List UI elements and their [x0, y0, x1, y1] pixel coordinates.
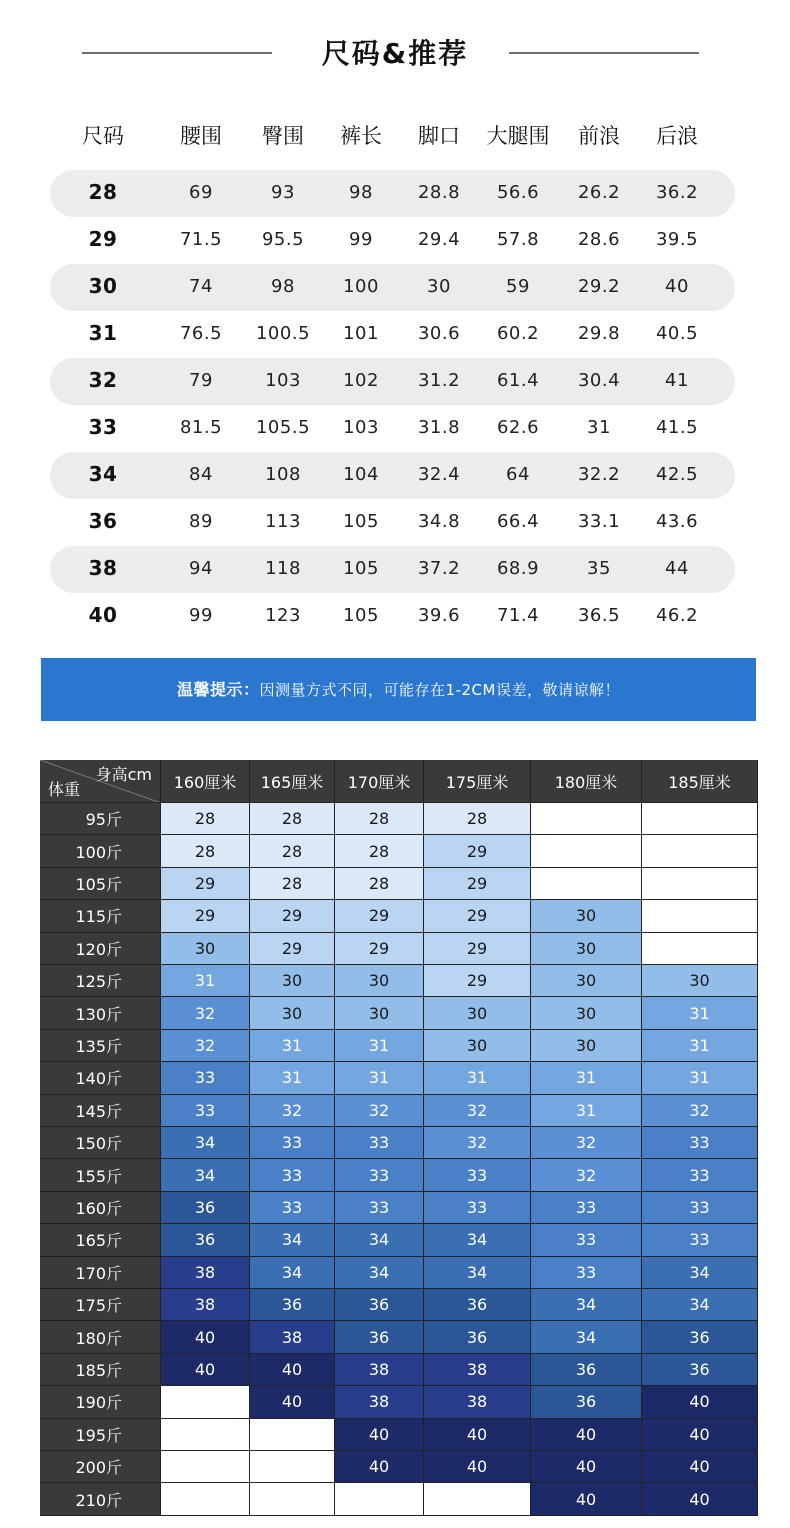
recommended-size-cell: 38 — [335, 1354, 424, 1386]
empty-cell — [424, 1483, 531, 1515]
size-chart-value-cell: 41 — [665, 370, 689, 391]
size-chart-header-cell: 臀围 — [262, 124, 304, 148]
empty-cell — [642, 933, 758, 965]
size-chart-size-cell: 36 — [88, 509, 118, 533]
recommended-size-cell: 36 — [424, 1321, 531, 1353]
recommended-size-cell: 30 — [250, 997, 335, 1029]
size-chart-header-cell: 后浪 — [656, 124, 698, 148]
recommended-size-cell: 33 — [531, 1257, 642, 1289]
size-chart-size-cell: 30 — [88, 274, 118, 298]
size-chart-value-cell: 61.4 — [496, 370, 540, 391]
recommended-size-cell: 34 — [161, 1127, 250, 1159]
recommended-size-cell: 30 — [531, 1030, 642, 1062]
recommended-size-cell: 29 — [335, 933, 424, 965]
empty-cell — [250, 1419, 335, 1451]
size-chart-value-cell: 40.5 — [655, 323, 699, 344]
weight-header-cell: 170斤 — [40, 1257, 161, 1289]
recommended-size-cell: 30 — [335, 997, 424, 1029]
recommended-size-cell: 31 — [161, 965, 250, 997]
weight-header-cell: 150斤 — [40, 1127, 161, 1159]
recommended-size-cell: 30 — [531, 933, 642, 965]
recommended-size-cell: 32 — [161, 997, 250, 1029]
recommended-size-cell: 30 — [335, 965, 424, 997]
size-chart-value-cell: 30 — [427, 276, 451, 297]
size-chart-value-cell: 105 — [343, 605, 379, 626]
recommended-size-cell: 29 — [424, 933, 531, 965]
weight-header-cell: 100斤 — [40, 835, 161, 867]
height-header-cell: 170厘米 — [335, 760, 424, 803]
recommended-size-cell: 36 — [642, 1321, 758, 1353]
page-title: 尺码&推荐 — [321, 37, 469, 70]
recommended-size-cell: 28 — [250, 868, 335, 900]
size-chart-value-cell: 113 — [265, 511, 301, 532]
size-chart-value-cell: 98 — [271, 276, 295, 297]
recommended-size-cell: 40 — [642, 1451, 758, 1483]
size-chart-value-cell: 68.9 — [496, 558, 540, 579]
recommended-size-cell: 38 — [250, 1321, 335, 1353]
size-chart-value-cell: 36.2 — [655, 182, 699, 203]
recommended-size-cell: 34 — [642, 1289, 758, 1321]
recommended-size-cell: 36 — [642, 1354, 758, 1386]
size-chart-value-cell: 95.5 — [261, 229, 305, 250]
recommended-size-cell: 36 — [335, 1321, 424, 1353]
size-chart-value-cell: 29.4 — [417, 229, 461, 250]
recommended-size-cell: 28 — [424, 803, 531, 835]
size-chart-value-cell: 28.6 — [577, 229, 621, 250]
table-corner-header — [40, 760, 161, 803]
size-chart-value-cell: 105 — [343, 558, 379, 579]
recommended-size-cell: 33 — [424, 1159, 531, 1191]
size-chart-size-cell: 32 — [88, 368, 118, 392]
recommended-size-cell: 40 — [531, 1451, 642, 1483]
size-chart-value-cell: 103 — [343, 417, 379, 438]
size-chart-value-cell: 71.5 — [179, 229, 223, 250]
recommended-size-cell: 40 — [642, 1483, 758, 1515]
recommended-size-cell: 40 — [335, 1419, 424, 1451]
recommended-size-cell: 33 — [250, 1127, 335, 1159]
empty-cell — [335, 1483, 424, 1515]
recommended-size-cell: 29 — [424, 835, 531, 867]
empty-cell — [531, 835, 642, 867]
recommended-size-cell: 33 — [642, 1224, 758, 1256]
size-chart-value-cell: 102 — [343, 370, 379, 391]
recommended-size-cell: 34 — [531, 1321, 642, 1353]
empty-cell — [250, 1483, 335, 1515]
recommended-size-cell: 40 — [424, 1451, 531, 1483]
tip-banner — [41, 658, 756, 721]
size-chart-size-cell: 40 — [88, 603, 118, 627]
recommended-size-cell: 33 — [250, 1192, 335, 1224]
size-chart-size-cell: 28 — [88, 180, 118, 204]
recommended-size-cell: 30 — [531, 965, 642, 997]
size-chart-value-cell: 100 — [343, 276, 379, 297]
size-chart-value-cell: 99 — [189, 605, 213, 626]
recommended-size-cell: 28 — [250, 803, 335, 835]
size-chart-header-cell: 腰围 — [180, 124, 222, 148]
empty-cell — [161, 1483, 250, 1515]
size-chart-value-cell: 74 — [189, 276, 213, 297]
weight-header-cell: 180斤 — [40, 1321, 161, 1353]
size-chart-value-cell: 105 — [343, 511, 379, 532]
weight-header-cell: 125斤 — [40, 965, 161, 997]
size-chart-value-cell: 30.4 — [577, 370, 621, 391]
weight-header-cell: 105斤 — [40, 868, 161, 900]
recommended-size-cell: 32 — [161, 1030, 250, 1062]
recommended-size-cell: 29 — [250, 900, 335, 932]
size-chart-value-cell: 101 — [343, 323, 379, 344]
empty-cell — [642, 835, 758, 867]
size-chart-value-cell: 42.5 — [655, 464, 699, 485]
size-chart-value-cell: 32.4 — [417, 464, 461, 485]
recommended-size-cell: 36 — [161, 1224, 250, 1256]
recommended-size-cell: 32 — [250, 1095, 335, 1127]
size-chart-row — [50, 452, 735, 499]
recommended-size-cell: 34 — [424, 1224, 531, 1256]
recommended-size-cell: 38 — [335, 1386, 424, 1418]
height-header-cell: 165厘米 — [250, 760, 335, 803]
size-chart-value-cell: 31 — [587, 417, 611, 438]
weight-header-cell: 155斤 — [40, 1159, 161, 1191]
recommended-size-cell: 28 — [335, 803, 424, 835]
empty-cell — [531, 868, 642, 900]
recommended-size-cell: 28 — [335, 835, 424, 867]
size-chart-value-cell: 64 — [506, 464, 530, 485]
weight-header-cell: 210斤 — [40, 1483, 161, 1515]
recommended-size-cell: 29 — [250, 933, 335, 965]
title-divider-right — [509, 52, 699, 54]
size-chart-header — [50, 110, 735, 158]
weight-header-cell: 200斤 — [40, 1451, 161, 1483]
recommended-size-cell: 32 — [642, 1095, 758, 1127]
recommended-size-cell: 28 — [161, 803, 250, 835]
recommended-size-cell: 28 — [161, 835, 250, 867]
recommended-size-cell: 33 — [642, 1127, 758, 1159]
weight-header-cell: 165斤 — [40, 1224, 161, 1256]
recommended-size-cell: 33 — [424, 1192, 531, 1224]
recommended-size-cell: 30 — [161, 933, 250, 965]
recommended-size-cell: 33 — [161, 1062, 250, 1094]
size-chart-value-cell: 30.6 — [417, 323, 461, 344]
size-chart-row — [50, 170, 735, 217]
size-chart-header-cell: 裤长 — [340, 124, 382, 148]
weight-header-cell: 140斤 — [40, 1062, 161, 1094]
recommended-size-cell: 36 — [161, 1192, 250, 1224]
recommended-size-cell: 33 — [161, 1095, 250, 1127]
recommended-size-cell: 31 — [335, 1062, 424, 1094]
recommended-size-cell: 30 — [424, 997, 531, 1029]
recommended-size-cell: 40 — [250, 1386, 335, 1418]
height-header-cell: 180厘米 — [531, 760, 642, 803]
recommended-size-cell: 40 — [335, 1451, 424, 1483]
size-chart-value-cell: 26.2 — [577, 182, 621, 203]
size-chart-value-cell: 33.1 — [577, 511, 621, 532]
recommended-size-cell: 32 — [531, 1159, 642, 1191]
size-chart-value-cell: 105.5 — [255, 417, 311, 438]
recommended-size-cell: 30 — [424, 1030, 531, 1062]
recommended-size-cell: 33 — [335, 1159, 424, 1191]
size-chart-value-cell: 89 — [189, 511, 213, 532]
recommended-size-cell: 38 — [161, 1289, 250, 1321]
recommended-size-cell: 36 — [531, 1354, 642, 1386]
size-chart-value-cell: 60.2 — [496, 323, 540, 344]
size-chart-value-cell: 39.5 — [655, 229, 699, 250]
tip-text: 因测量方式不同，可能存在1-2CM误差，敬请谅解！ — [259, 681, 620, 699]
recommended-size-cell: 34 — [161, 1159, 250, 1191]
recommended-size-cell: 32 — [335, 1095, 424, 1127]
size-chart-value-cell: 79 — [189, 370, 213, 391]
weight-header-cell: 115斤 — [40, 900, 161, 932]
empty-cell — [161, 1451, 250, 1483]
height-header-cell: 175厘米 — [424, 760, 531, 803]
size-chart-row — [50, 593, 735, 640]
recommended-size-cell: 33 — [335, 1192, 424, 1224]
size-chart-size-cell: 33 — [88, 415, 118, 439]
size-chart-value-cell: 41.5 — [655, 417, 699, 438]
empty-cell — [161, 1386, 250, 1418]
recommended-size-cell: 31 — [642, 1062, 758, 1094]
weight-header-cell: 160斤 — [40, 1192, 161, 1224]
size-chart-row — [50, 311, 735, 358]
size-chart-value-cell: 104 — [343, 464, 379, 485]
section-title-bar — [0, 28, 790, 76]
size-chart-header-cell: 脚口 — [418, 124, 460, 148]
recommended-size-cell: 40 — [161, 1354, 250, 1386]
size-chart-value-cell: 43.6 — [655, 511, 699, 532]
recommended-size-cell: 33 — [642, 1192, 758, 1224]
size-chart-size-cell: 38 — [88, 556, 118, 580]
size-recommendation-table — [40, 760, 758, 1510]
size-chart-value-cell: 28.8 — [417, 182, 461, 203]
height-header-cell: 160厘米 — [161, 760, 250, 803]
recommended-size-cell: 28 — [335, 868, 424, 900]
size-chart-row — [50, 358, 735, 405]
empty-cell — [642, 900, 758, 932]
recommended-size-cell: 32 — [531, 1127, 642, 1159]
recommended-size-cell: 38 — [161, 1257, 250, 1289]
weight-header-cell: 190斤 — [40, 1386, 161, 1418]
size-chart-value-cell: 69 — [189, 182, 213, 203]
size-chart-value-cell: 93 — [271, 182, 295, 203]
size-chart-value-cell: 35 — [587, 558, 611, 579]
size-chart-row — [50, 405, 735, 452]
recommended-size-cell: 29 — [424, 965, 531, 997]
recommended-size-cell: 29 — [161, 868, 250, 900]
weight-header-cell: 95斤 — [40, 803, 161, 835]
size-chart-value-cell: 108 — [265, 464, 301, 485]
size-chart-value-cell: 99 — [349, 229, 373, 250]
weight-header-cell: 185斤 — [40, 1354, 161, 1386]
recommended-size-cell: 30 — [531, 997, 642, 1029]
recommended-size-cell: 34 — [335, 1257, 424, 1289]
recommended-size-cell: 31 — [531, 1062, 642, 1094]
weight-header-cell: 130斤 — [40, 997, 161, 1029]
size-chart-value-cell: 59 — [506, 276, 530, 297]
recommended-size-cell: 34 — [335, 1224, 424, 1256]
recommended-size-cell: 40 — [642, 1386, 758, 1418]
recommended-size-cell: 38 — [424, 1354, 531, 1386]
size-chart-value-cell: 31.2 — [417, 370, 461, 391]
empty-cell — [531, 803, 642, 835]
recommended-size-cell: 36 — [335, 1289, 424, 1321]
weight-header-cell: 135斤 — [40, 1030, 161, 1062]
recommended-size-cell: 36 — [531, 1386, 642, 1418]
size-chart-value-cell: 62.6 — [496, 417, 540, 438]
size-chart-value-cell: 31.8 — [417, 417, 461, 438]
size-chart-value-cell: 46.2 — [655, 605, 699, 626]
recommended-size-cell: 29 — [424, 900, 531, 932]
recommended-size-cell: 28 — [250, 835, 335, 867]
size-chart-value-cell: 29.8 — [577, 323, 621, 344]
recommended-size-cell: 29 — [335, 900, 424, 932]
recommended-size-cell: 34 — [531, 1289, 642, 1321]
size-chart-value-cell: 39.6 — [417, 605, 461, 626]
size-chart-value-cell: 37.2 — [417, 558, 461, 579]
recommended-size-cell: 31 — [642, 997, 758, 1029]
recommended-size-cell: 40 — [531, 1483, 642, 1515]
size-chart-size-cell: 29 — [88, 227, 118, 251]
size-chart-value-cell: 103 — [265, 370, 301, 391]
size-chart-value-cell: 40 — [665, 276, 689, 297]
corner-weight-label: 体重 — [48, 780, 81, 799]
size-chart-row — [50, 546, 735, 593]
recommended-size-cell: 30 — [250, 965, 335, 997]
recommended-size-cell: 31 — [642, 1030, 758, 1062]
weight-header-cell: 195斤 — [40, 1419, 161, 1451]
size-chart-value-cell: 118 — [265, 558, 301, 579]
recommended-size-cell: 32 — [424, 1095, 531, 1127]
recommended-size-cell: 33 — [531, 1224, 642, 1256]
recommended-size-cell: 40 — [531, 1419, 642, 1451]
size-chart-value-cell: 123 — [265, 605, 301, 626]
empty-cell — [250, 1451, 335, 1483]
recommended-size-cell: 31 — [335, 1030, 424, 1062]
size-chart-value-cell: 56.6 — [496, 182, 540, 203]
weight-header-cell: 145斤 — [40, 1095, 161, 1127]
recommended-size-cell: 36 — [250, 1289, 335, 1321]
size-chart-row — [50, 217, 735, 264]
corner-height-label: 身高cm — [95, 765, 152, 784]
recommended-size-cell: 40 — [161, 1321, 250, 1353]
recommended-size-cell: 33 — [250, 1159, 335, 1191]
recommended-size-cell: 34 — [424, 1257, 531, 1289]
recommended-size-cell: 30 — [531, 900, 642, 932]
size-chart-value-cell: 66.4 — [496, 511, 540, 532]
recommended-size-cell: 32 — [424, 1127, 531, 1159]
empty-cell — [642, 868, 758, 900]
size-chart-value-cell: 57.8 — [496, 229, 540, 250]
recommended-size-cell: 34 — [642, 1257, 758, 1289]
size-chart-value-cell: 84 — [189, 464, 213, 485]
size-chart-header-cell: 前浪 — [578, 124, 620, 148]
recommended-size-cell: 34 — [250, 1257, 335, 1289]
size-chart-header-cell: 尺码 — [82, 124, 124, 148]
recommended-size-cell: 38 — [424, 1386, 531, 1418]
recommended-size-cell: 33 — [642, 1159, 758, 1191]
recommended-size-cell: 40 — [642, 1419, 758, 1451]
size-chart-size-cell: 34 — [88, 462, 118, 486]
size-chart-value-cell: 94 — [189, 558, 213, 579]
size-chart-value-cell: 36.5 — [577, 605, 621, 626]
size-chart-value-cell: 44 — [665, 558, 689, 579]
size-chart-value-cell: 32.2 — [577, 464, 621, 485]
recommended-size-cell: 33 — [531, 1192, 642, 1224]
recommended-size-cell: 34 — [250, 1224, 335, 1256]
size-chart-size-cell: 31 — [88, 321, 118, 345]
size-chart-value-cell: 100.5 — [255, 323, 311, 344]
size-chart-value-cell: 71.4 — [496, 605, 540, 626]
empty-cell — [161, 1419, 250, 1451]
recommended-size-cell: 31 — [531, 1095, 642, 1127]
recommended-size-cell: 31 — [424, 1062, 531, 1094]
recommended-size-cell: 40 — [250, 1354, 335, 1386]
weight-header-cell: 120斤 — [40, 933, 161, 965]
height-header-cell: 185厘米 — [642, 760, 758, 803]
size-chart-value-cell: 29.2 — [577, 276, 621, 297]
empty-cell — [642, 803, 758, 835]
recommended-size-cell: 29 — [161, 900, 250, 932]
recommended-size-cell: 29 — [424, 868, 531, 900]
recommended-size-cell: 36 — [424, 1289, 531, 1321]
size-chart-header-cell: 大腿围 — [486, 124, 550, 148]
recommended-size-cell: 31 — [250, 1030, 335, 1062]
size-chart-value-cell: 98 — [349, 182, 373, 203]
recommended-size-cell: 40 — [424, 1419, 531, 1451]
size-chart-row — [50, 499, 735, 546]
size-chart-value-cell: 81.5 — [179, 417, 223, 438]
size-chart-value-cell: 76.5 — [179, 323, 223, 344]
recommended-size-cell: 33 — [335, 1127, 424, 1159]
recommended-size-cell: 31 — [250, 1062, 335, 1094]
tip-label: 温馨提示： — [177, 680, 260, 699]
size-chart-row — [50, 264, 735, 311]
size-chart-value-cell: 34.8 — [417, 511, 461, 532]
recommended-size-cell: 30 — [642, 965, 758, 997]
weight-header-cell: 175斤 — [40, 1289, 161, 1321]
